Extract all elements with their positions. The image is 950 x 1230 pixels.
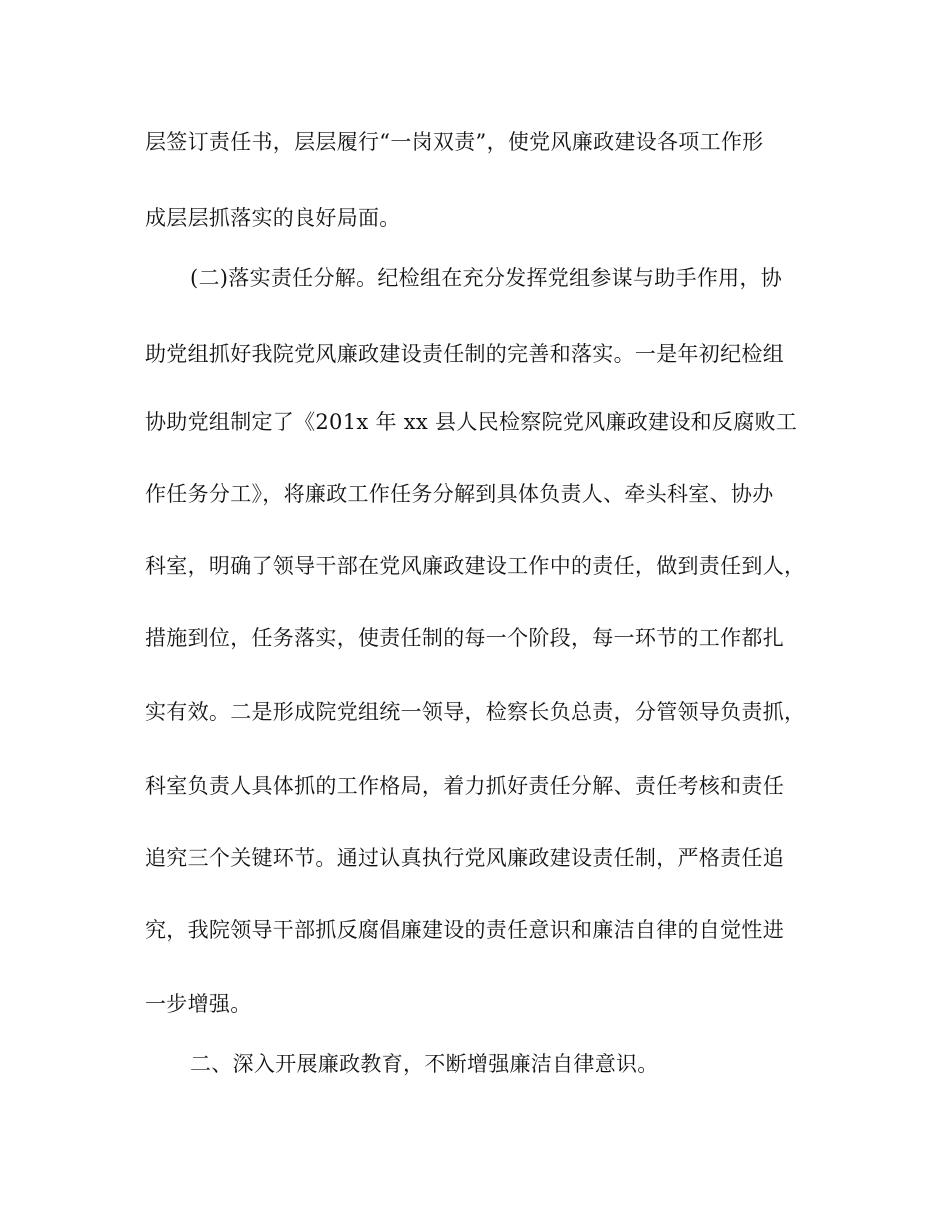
text-line: 成层层抓落实的良好局面。 [145,206,401,230]
text-line: 追究三个关键环节。通过认真执行党风廉政建设责任制，严格责任追 [145,846,784,870]
text-line: 助党组抓好我院党风廉政建设责任制的完善和落实。一是年初纪检组 [145,342,784,366]
text-line: (二)落实责任分解。纪检组在充分发挥党组参谋与助手作用，协 [190,266,783,290]
text-line: 究，我院领导干部抓反腐倡廉建设的责任意识和廉洁自律的自觉性进 [145,918,784,942]
text-line: 一步增强。 [145,992,252,1016]
text-line: 科室，明确了领导干部在党风廉政建设工作中的责任，做到责任到人， [145,554,806,578]
text-line: 科室负责人具体抓的工作格局，着力抓好责任分解、责任考核和责任 [145,774,784,798]
text-line: 措施到位，任务落实，使责任制的每一个阶段，每一环节的工作都扎 [145,626,784,650]
text-line: 协助党组制定了《201x 年 xx 县人民检察院党风廉政建设和反腐败工 [145,410,798,434]
text-line: 层签订责任书，层层履行“一岗双责”，使党风廉政建设各项工作形 [145,130,764,154]
text-line: 实有效。二是形成院党组统一领导，检察长负总责，分管领导负责抓， [145,700,806,724]
section-heading: 二、深入开展廉政教育，不断增强廉洁自律意识。 [190,1052,659,1076]
text-line: 作任务分工》，将廉政工作任务分解到具体负责人、牵头科室、协办 [145,482,774,506]
